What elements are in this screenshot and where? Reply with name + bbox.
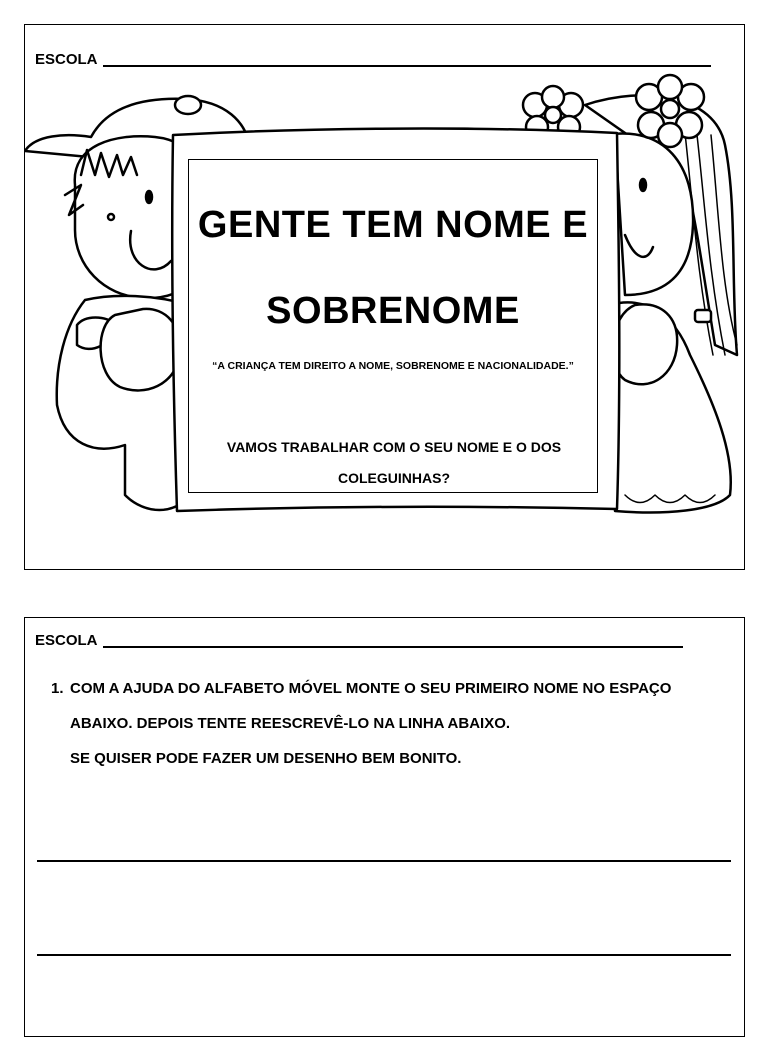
activity-card <box>24 617 745 1037</box>
school-write-line[interactable] <box>103 65 711 67</box>
cover-card <box>24 24 745 570</box>
rights-quote: “A CRIANÇA TEM DIREITO A NOME, SOBRENOME E NACIONALIDADE.” <box>212 360 574 372</box>
school-label: ESCOLA <box>35 51 98 68</box>
page-title-line1: GENTE TEM NOME E <box>197 204 589 246</box>
school-label: ESCOLA <box>35 632 98 649</box>
instruction-line-3: SE QUISER PODE FAZER UM DESENHO BEM BONITO. <box>70 750 462 767</box>
instruction-line-1: COM A AJUDA DO ALFABETO MÓVEL MONTE O SEU PRIMEIRO NOME NO ESPAÇO <box>70 680 672 697</box>
school-write-line[interactable] <box>103 646 683 648</box>
sign-frame <box>188 159 598 493</box>
page-title-line2: SOBRENOME <box>266 290 520 332</box>
name-write-line[interactable] <box>37 954 731 956</box>
activity-question: VAMOS TRABALHAR COM O SEU NOME E O DOS COLEGUINHAS? <box>226 439 562 486</box>
instruction-line-2: ABAIXO. DEPOIS TENTE REESCREVÊ-LO NA LINHA ABAIXO. <box>70 715 511 732</box>
name-write-line[interactable] <box>37 860 731 862</box>
item-number: 1. <box>51 680 64 697</box>
